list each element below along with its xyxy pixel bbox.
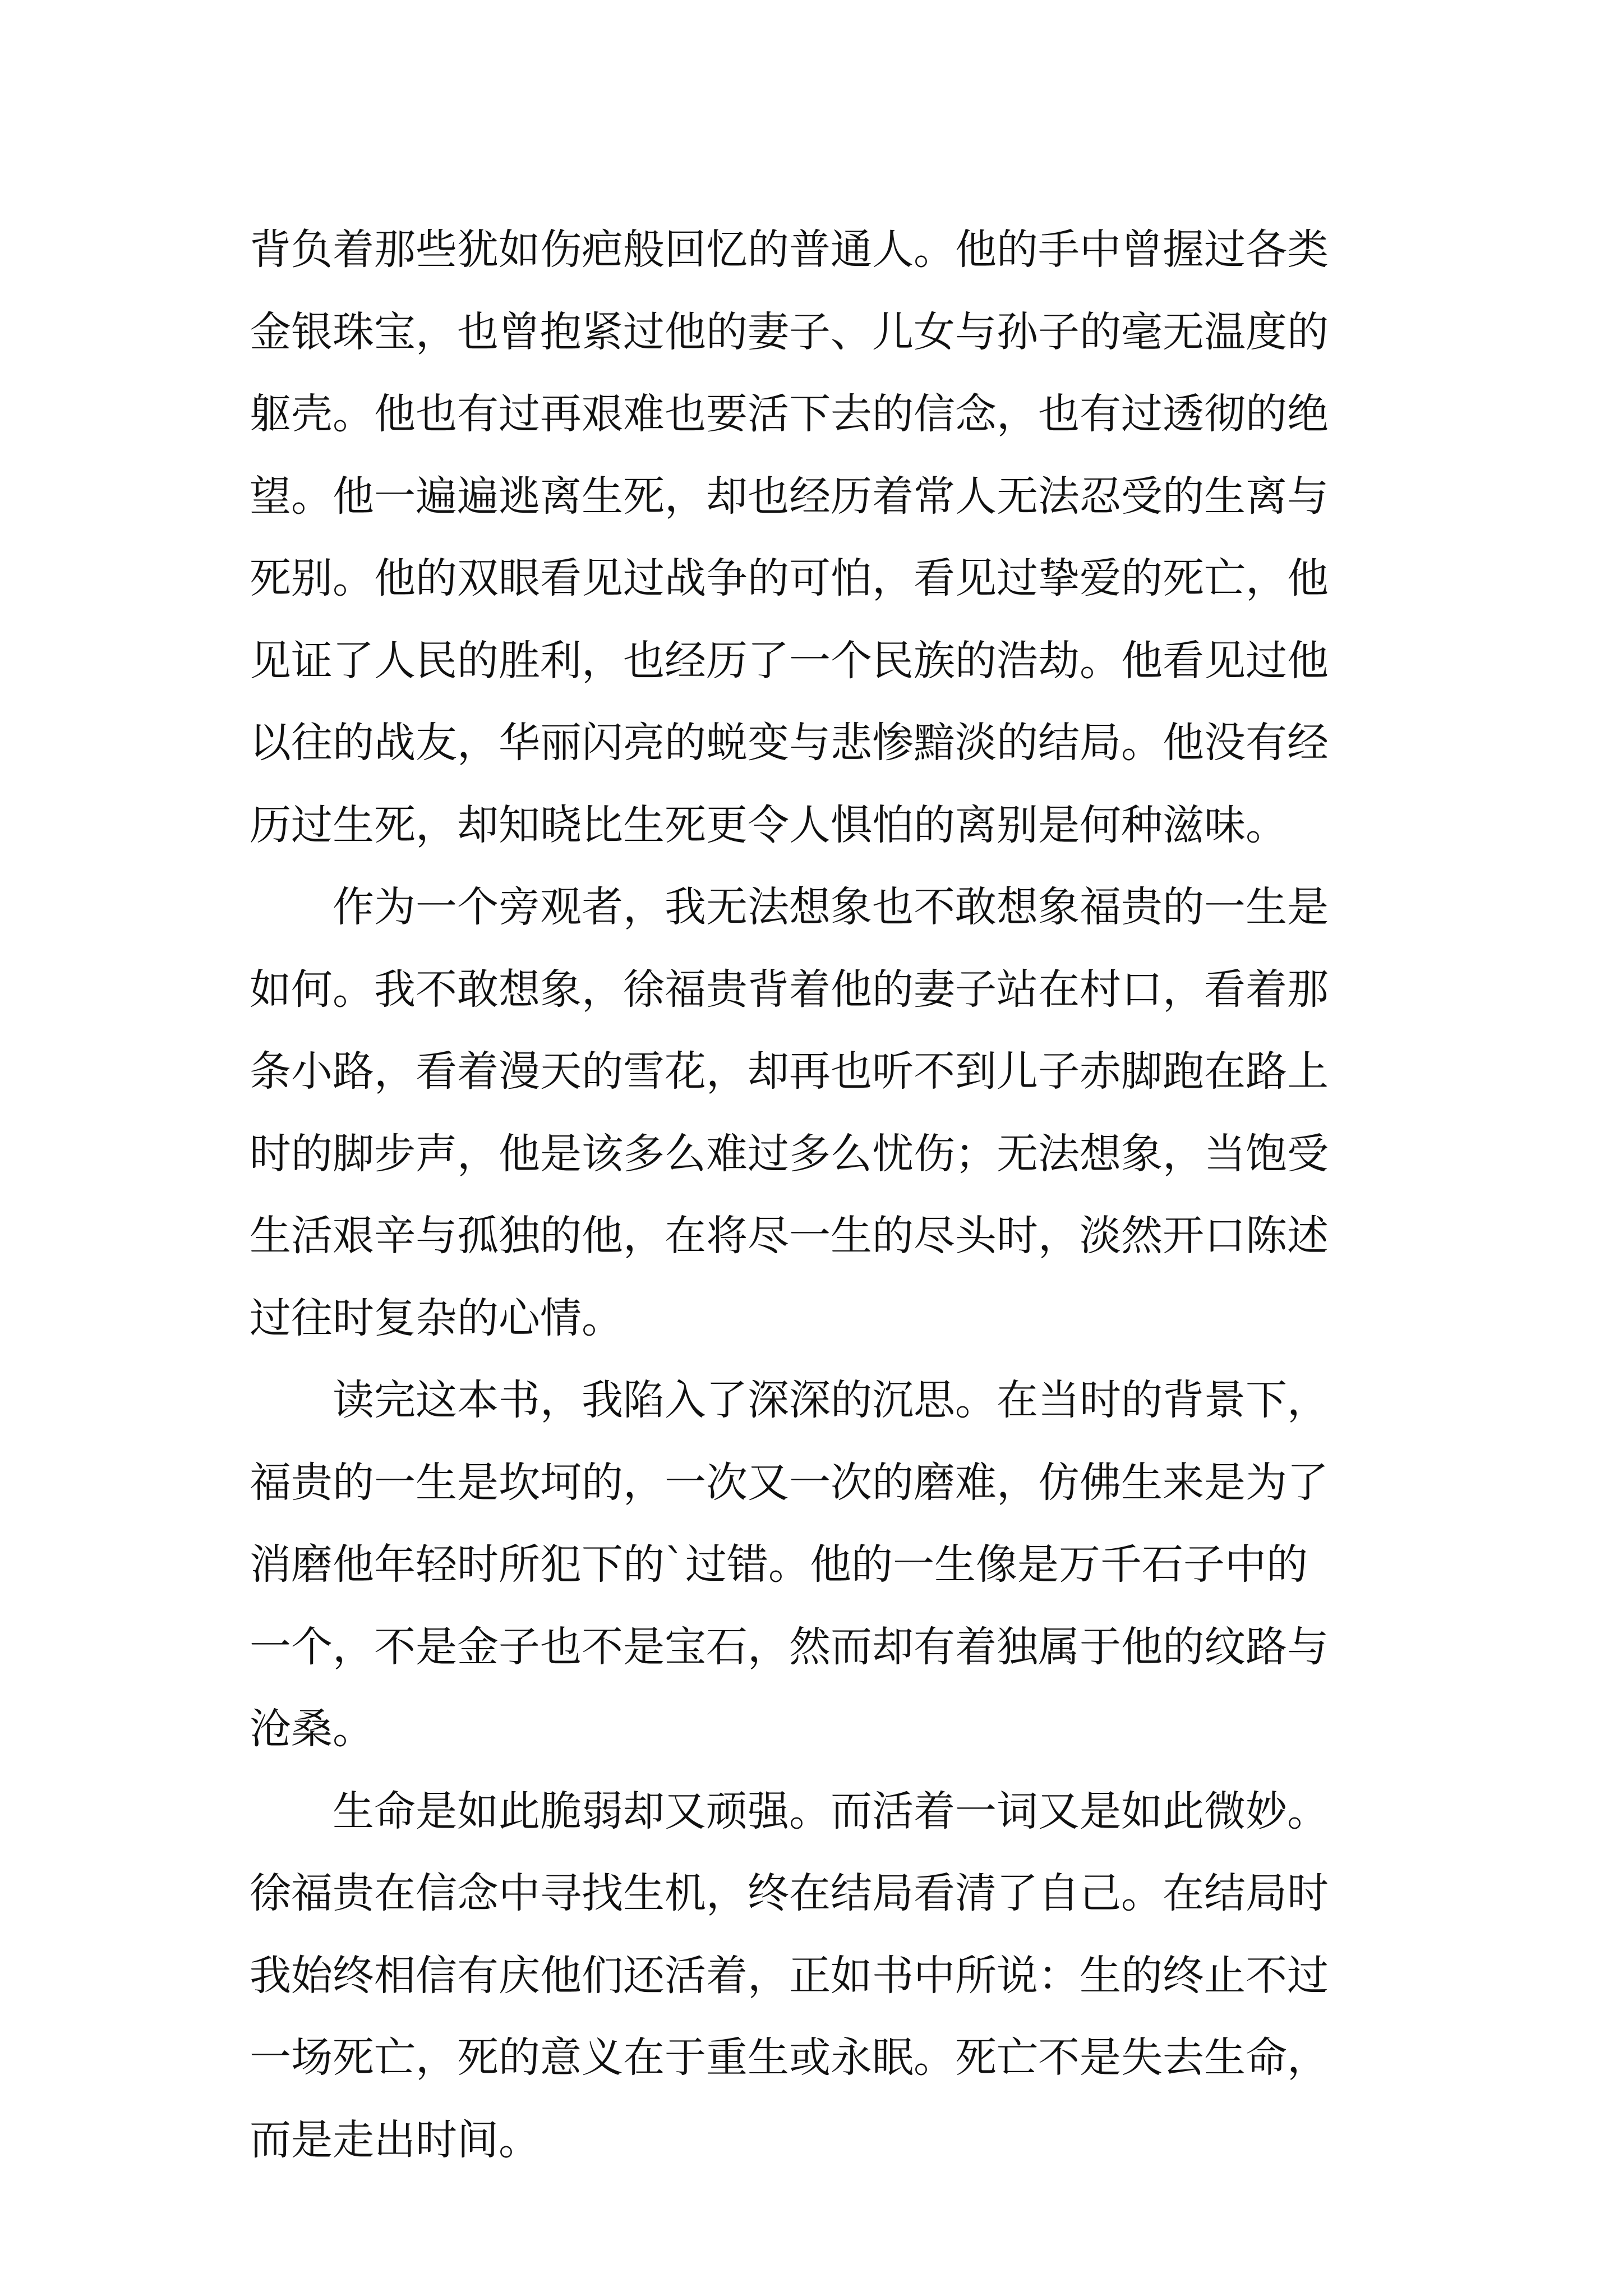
text-line: 过往时复杂的心情。 [250,1294,623,1342]
text-line: 而是走出时间。 [250,2115,540,2164]
text-line: 作为一个旁观者，我无法想象也不敢想象福贵的一生是 [250,883,1329,931]
text-line: 条小路，看着漫天的雪花，却再也听不到儿子赤脚跑在路上 [250,1047,1329,1096]
text-line: 读完这本书，我陷入了深深的沉思。在当时的背景下， [250,1376,1329,1424]
text-line: 我始终相信有庆他们还活着，正如书中所说：生的终止不过 [250,1951,1329,2000]
text-line: 见证了人民的胜利，也经历了一个民族的浩劫。他看见过他 [250,636,1329,685]
text-line: 躯壳。他也有过再艰难也要活下去的信念，也有过透彻的绝 [250,390,1329,438]
text-line: 历过生死，却知晓比生死更令人惧怕的离别是何种滋味。 [250,800,1287,849]
text-line: 以往的战友，华丽闪亮的蜕变与悲惨黯淡的结局。他没有经 [250,719,1329,767]
text-line: 金银珠宝，也曾抱紧过他的妻子、儿女与孙子的毫无温度的 [250,307,1329,356]
body-text [250,209,1388,2181]
text-line: 时的脚步声，他是该多么难过多么忧伤；无法想象，当饱受 [250,1129,1329,1178]
text-line: 徐福贵在信念中寻找生机，终在结局看清了自己。在结局时 [250,1869,1329,1917]
text-line: 消磨他年轻时所犯下的`过错。他的一生像是万千石子中的 [250,1540,1308,1589]
text-line: 生活艰辛与孤独的他，在将尽一生的尽头时，淡然开口陈述 [250,1212,1329,1260]
text-line: 一场死亡，死的意义在于重生或永眠。死亡不是失去生命， [250,2033,1329,2082]
text-line: 如何。我不敢想象，徐福贵背着他的妻子站在村口，看着那 [250,965,1329,1014]
text-line: 望。他一遍遍逃离生死，却也经历着常人无法忍受的生离与 [250,472,1329,521]
text-line: 沧桑。 [250,1705,374,1753]
text-line: 一个，不是金子也不是宝石，然而却有着独属于他的纹路与 [250,1622,1329,1671]
text-line: 福贵的一生是坎坷的，一次又一次的磨难，仿佛生来是为了 [250,1458,1329,1507]
text-line: 生命是如此脆弱却又顽强。而活着一词又是如此微妙。 [250,1787,1329,1835]
text-line: 死别。他的双眼看见过战争的可怕，看见过挚爱的死亡，他 [250,554,1329,602]
text-line: 背负着那些犹如伤疤般回忆的普通人。他的手中曾握过各类 [250,226,1329,274]
